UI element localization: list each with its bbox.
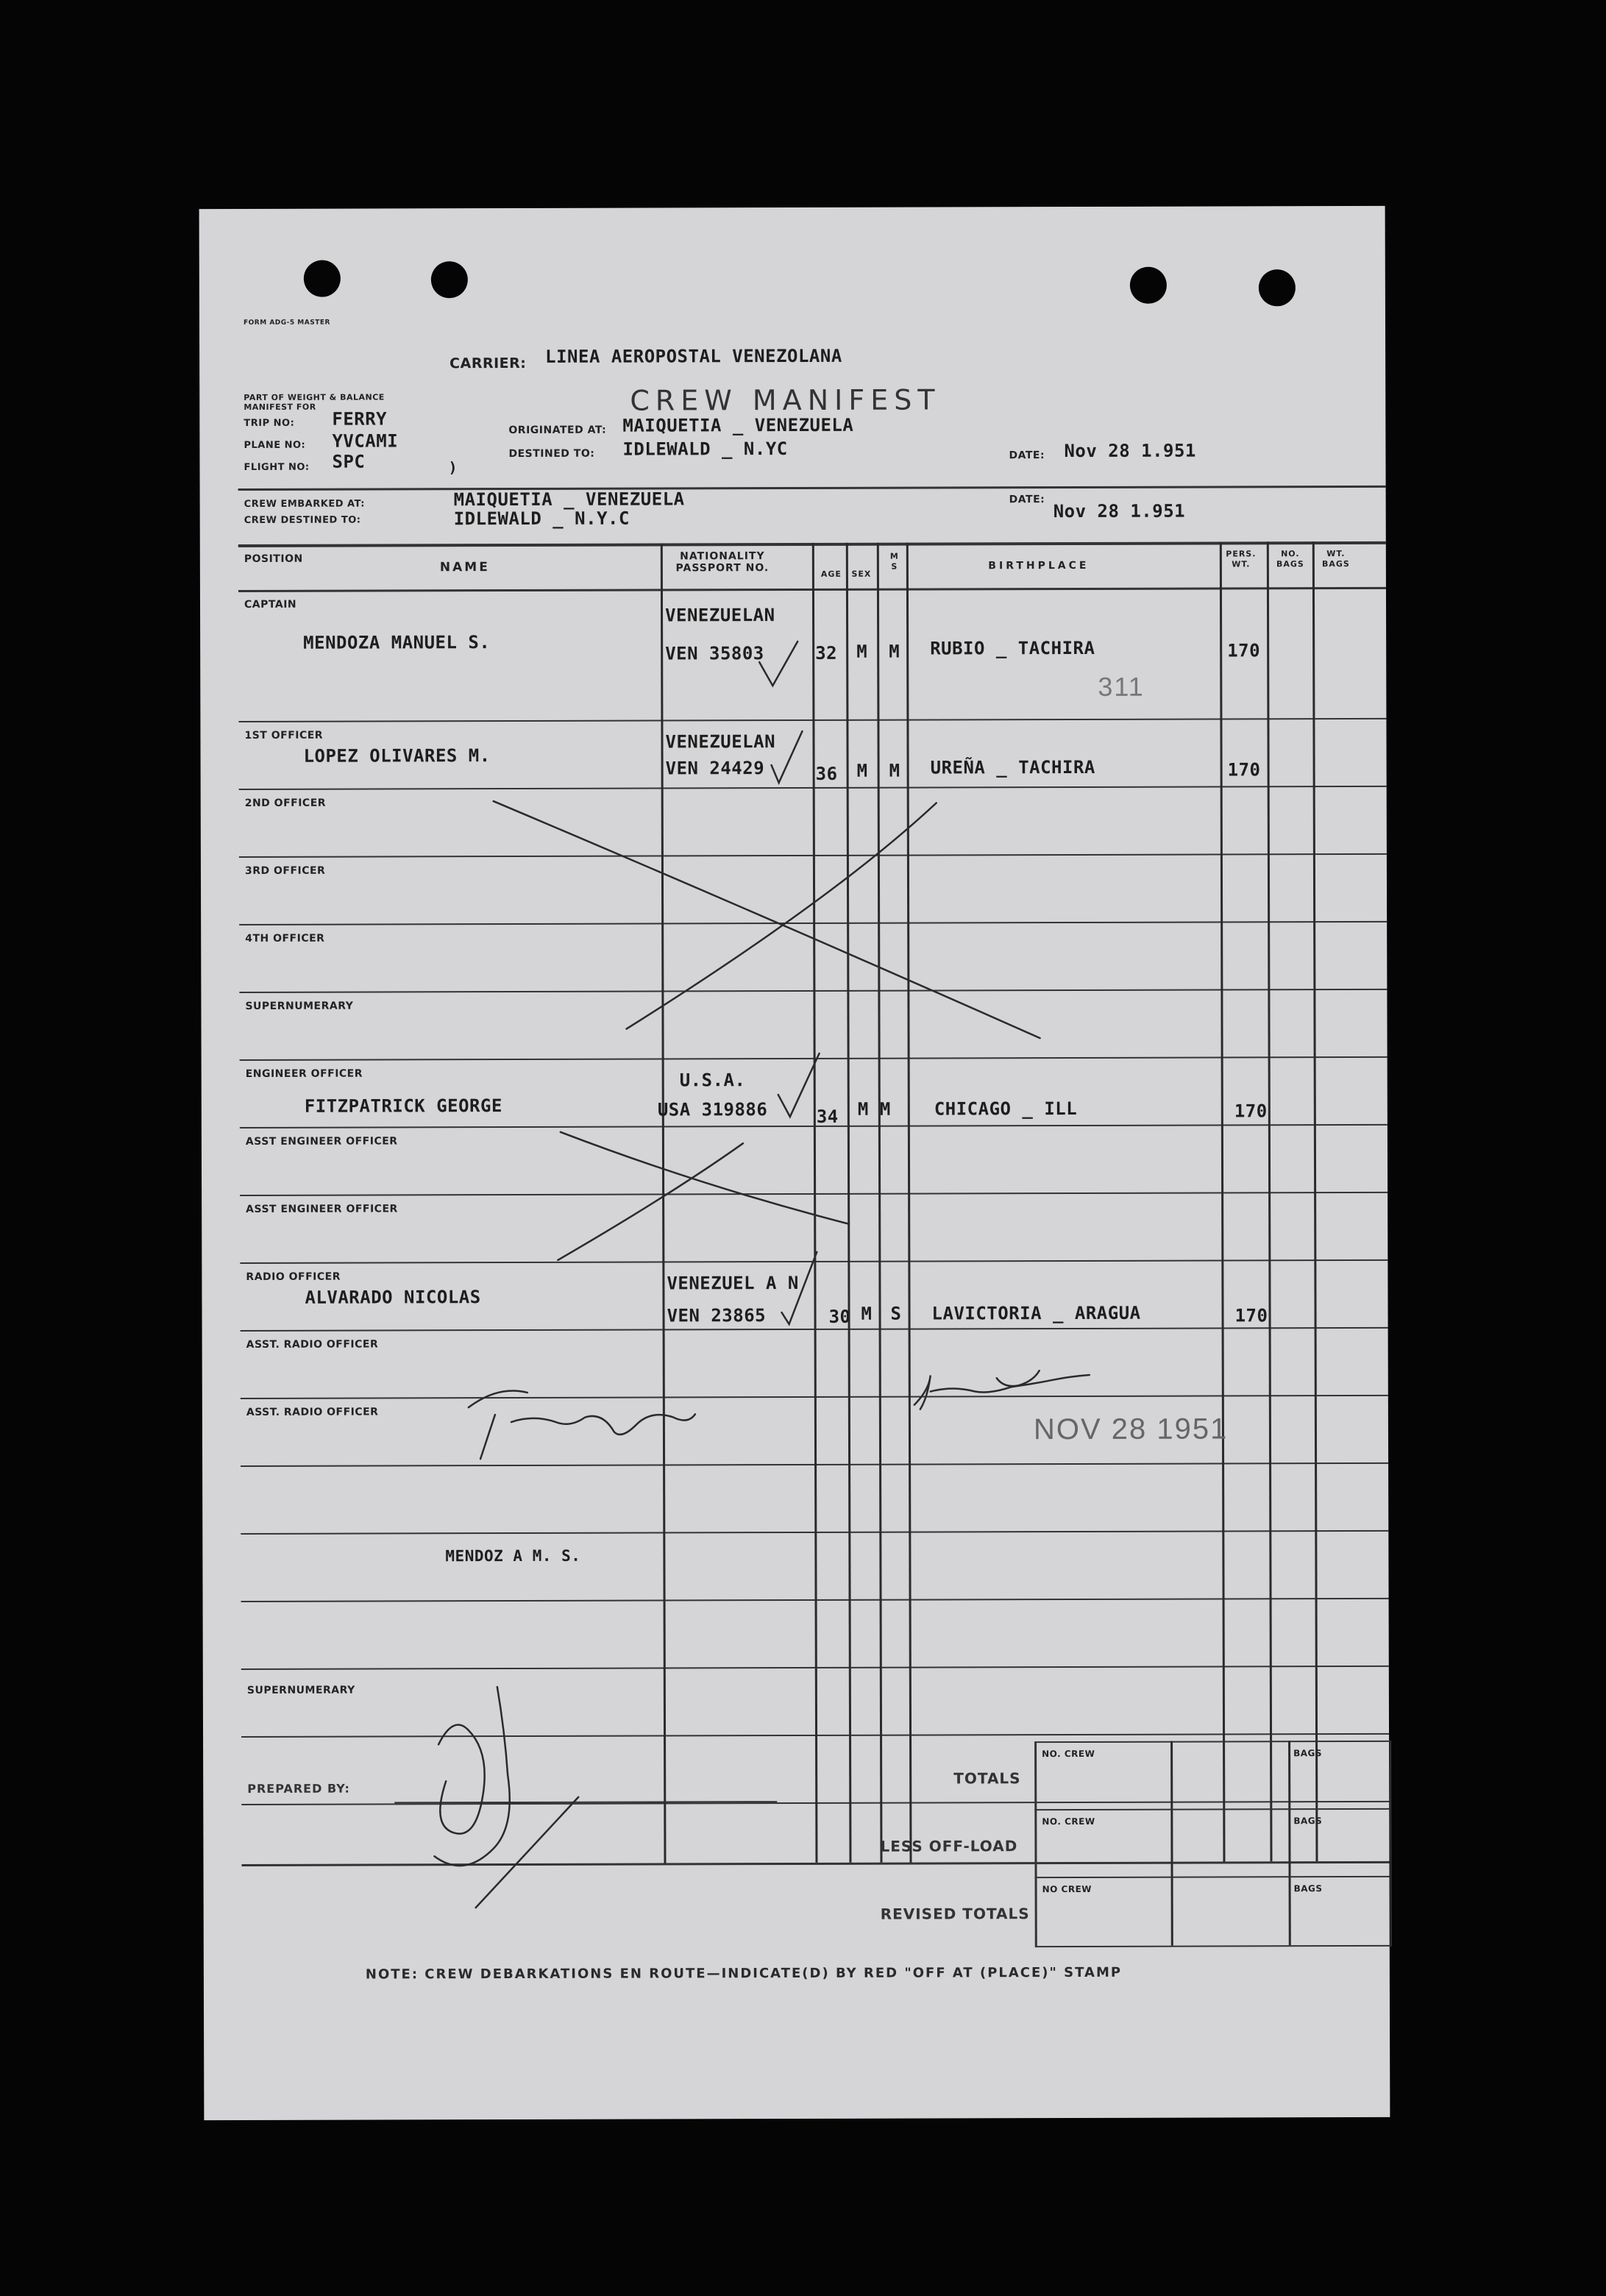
preparer-signature (434, 1687, 579, 1908)
crew-embarked-label: CREW EMBARKED AT: (244, 498, 365, 510)
position-label: 3RD OFFICER (244, 864, 326, 877)
crew-age: 34 (816, 1106, 839, 1127)
plane-no-label: PLANE NO: (244, 439, 306, 451)
col-header-name: NAME (439, 560, 490, 575)
trip-no-value: FERRY (332, 408, 388, 430)
crew-passport: VEN 24429 (665, 758, 765, 779)
position-label: CAPTAIN (244, 598, 297, 611)
crew-passport: VEN 23865 (667, 1305, 767, 1326)
col-header-nationality: NATIONALITY PASSPORT NO. (675, 550, 770, 575)
crew-name: MENDOZA MANUEL S. (303, 632, 491, 653)
crew-nationality: VENEZUELAN (665, 731, 776, 753)
destined-label: DESTINED TO: (508, 447, 595, 461)
crew-sex: M (856, 641, 868, 662)
bags-label: BAGS (1293, 1883, 1323, 1894)
position-label: SUPERNUMERARY (245, 1000, 354, 1012)
position-label: 1ST OFFICER (244, 729, 324, 742)
position-label: SUPERNUMERARY (246, 1684, 355, 1696)
plane-no-value: YVCAMI (332, 430, 399, 452)
col-header-wt-bags: WT. BAGS (1321, 549, 1350, 569)
check-mark (771, 731, 802, 783)
flight-no-value: SPC (332, 451, 366, 472)
crew-destined-label: CREW DESTINED TO: (244, 514, 361, 526)
col-header-no-bags: NO. BAGS (1276, 549, 1304, 569)
col-header-position: POSITION (244, 552, 303, 565)
originated-value: MAIQUETIA _ VENEZUELA (622, 414, 854, 436)
crew-passport: USA 319886 (657, 1099, 768, 1120)
date-value: Nov 28 1.951 (1064, 440, 1196, 462)
position-label: ASST. RADIO OFFICER (246, 1338, 379, 1351)
less-offload-label: LESS OFF-LOAD (880, 1837, 1018, 1855)
strike-line (626, 803, 937, 1028)
col-header-birthplace: BIRTHPLACE (988, 559, 1090, 572)
strike-line (558, 1143, 743, 1260)
destined-value: IDLEWALD _ N.YC (622, 438, 788, 460)
crew-weight: 170 (1227, 640, 1261, 661)
carrier-label: CARRIER: (450, 355, 527, 372)
date-label: DATE: (1009, 449, 1045, 462)
date2-label: DATE: (1009, 494, 1045, 506)
strike-line (494, 800, 1040, 1039)
crew-nationality: VENEZUEL A N (667, 1272, 799, 1294)
crew-age: 30 (828, 1306, 851, 1327)
form-number: FORM ADG-5 MASTER (243, 319, 330, 327)
position-label: 2ND OFFICER (244, 797, 327, 809)
crew-nationality: VENEZUELAN (665, 605, 775, 626)
handwritten-marks (199, 206, 1390, 2120)
position-label: 4TH OFFICER (245, 932, 325, 945)
col-header-age: AGE (820, 569, 842, 579)
totals-label: TOTALS (953, 1769, 1021, 1788)
crew-passport: VEN 35803 (665, 643, 764, 664)
crew-birthplace: LAVICTORIA _ ARAGUA (931, 1302, 1141, 1324)
strike-line (561, 1131, 849, 1225)
crew-ms: M (889, 641, 900, 662)
position-label: RADIO OFFICER (246, 1270, 341, 1283)
crew-sex: M (856, 760, 868, 781)
bags-label: BAGS (1293, 1816, 1323, 1827)
check-mark (778, 1053, 820, 1117)
crew-nationality: U.S.A. (679, 1070, 746, 1091)
part-of-label: PART OF WEIGHT & BALANCE MANIFEST FOR (244, 392, 385, 412)
crew-weight: 170 (1227, 759, 1261, 781)
manifest-paper (199, 206, 1390, 2120)
signature-typed-name: MENDOZ A M. S. (445, 1546, 581, 1565)
no-crew-label: NO. CREW (1042, 1748, 1095, 1760)
check-mark (781, 1252, 817, 1324)
originated-label: ORIGINATED AT: (508, 424, 607, 437)
position-label: ASST. RADIO OFFICER (246, 1406, 379, 1418)
col-header-sex: SEX (851, 569, 872, 579)
date-stamp: NOV 28 1951 (1033, 1412, 1229, 1446)
crew-sex: M (857, 1098, 869, 1120)
flight-no-close: ) (448, 458, 458, 477)
position-label: ASST ENGINEER OFFICER (246, 1203, 398, 1215)
crew-weight: 170 (1234, 1101, 1268, 1122)
bags-label: BAGS (1293, 1748, 1323, 1759)
no-crew-label: NO CREW (1042, 1883, 1092, 1895)
signature-scrawl (469, 1390, 695, 1459)
crew-age: 32 (815, 642, 838, 664)
crew-birthplace: RUBIO _ TACHIRA (930, 637, 1095, 659)
crew-ms: S (890, 1303, 902, 1324)
crew-birthplace: UREÑA _ TACHIRA (930, 756, 1095, 778)
crew-name: ALVARADO NICOLAS (305, 1287, 481, 1308)
date2-value: Nov 28 1.951 (1053, 500, 1186, 522)
footer-note: NOTE: CREW DEBARKATIONS EN ROUTE—INDICATE(D) BY RED "OFF AT (PLACE)" STAMP (365, 1964, 1123, 1983)
position-label: ASST ENGINEER OFFICER (245, 1135, 398, 1148)
check-mark (759, 641, 797, 686)
position-label: ENGINEER OFFICER (245, 1067, 363, 1080)
crew-weight: 170 (1234, 1305, 1268, 1326)
crew-ms: M (879, 1098, 891, 1120)
carrier-value: LINEA AEROPOSTAL VENEZOLANA (545, 345, 842, 367)
crew-embarked-value: MAIQUETIA _ VENEZUELA (453, 488, 685, 511)
col-header-pers-wt: PERS. WT. (1226, 549, 1257, 569)
crew-age: 36 (815, 763, 838, 784)
crew-birthplace: CHICAGO _ ILL (934, 1098, 1078, 1120)
page-title: CREW MANIFEST (630, 383, 941, 417)
no-crew-label: NO. CREW (1042, 1816, 1095, 1827)
trip-no-label: TRIP NO: (244, 417, 295, 429)
radio-officer-initials (914, 1371, 1090, 1410)
flight-no-label: FLIGHT NO: (244, 461, 310, 473)
crew-ms: M (889, 760, 900, 781)
col-header-ms: M S (889, 551, 899, 572)
crew-name: LOPEZ OLIVARES M. (303, 745, 491, 767)
prepared-by-label: PREPARED BY: (247, 1781, 350, 1796)
crew-sex: M (861, 1303, 873, 1324)
revised-totals-label: REVISED TOTALS (880, 1905, 1030, 1923)
crew-name: FITZPATRICK GEORGE (304, 1095, 502, 1117)
stamp-number: 311 (1098, 671, 1145, 702)
crew-destined-value: IDLEWALD _ N.Y.C (453, 508, 630, 530)
